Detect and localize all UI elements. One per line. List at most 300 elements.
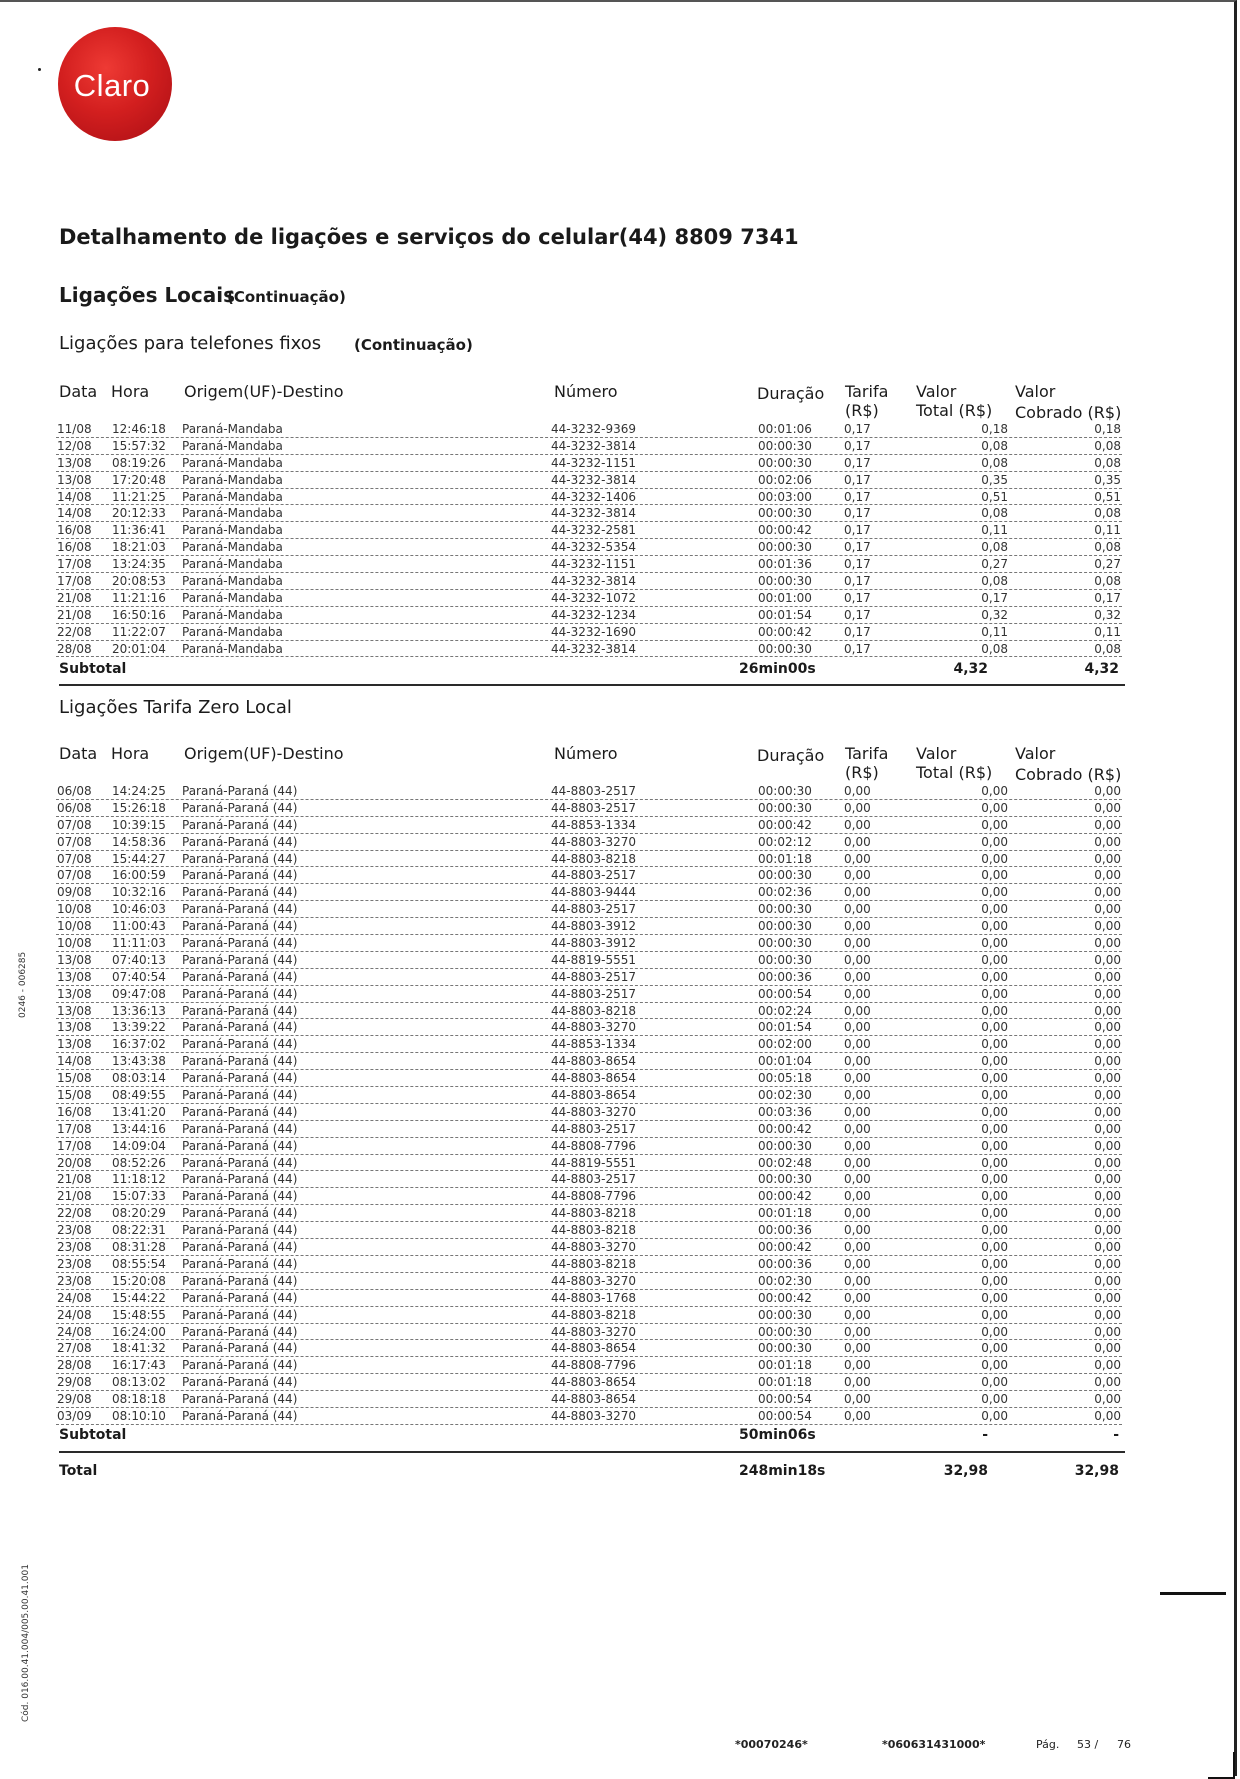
cell-tarifa: 0,00: [844, 902, 871, 917]
cell-origem: Paraná-Paraná (44): [182, 1375, 298, 1390]
cell-valor-total: 0,00: [981, 1189, 1008, 1204]
cell-origem: Paraná-Mandaba: [182, 438, 283, 453]
table-row: [56, 834, 1122, 851]
cell-origem: Paraná-Paraná (44): [182, 1256, 298, 1271]
cell-numero: 44-3232-1234: [551, 607, 637, 622]
cell-tarifa: 0,00: [844, 834, 871, 849]
claro-logo: [58, 27, 172, 141]
cell-valor-cobrado: 0,00: [1094, 1088, 1121, 1103]
table-row: [56, 969, 1122, 986]
cell-duracao: 00:01:18: [758, 851, 812, 866]
table-row: [56, 590, 1122, 607]
cell-hora: 13:24:35: [112, 557, 166, 572]
cell-hora: 11:36:41: [112, 523, 166, 538]
cell-valor-cobrado: 0,00: [1094, 1290, 1121, 1305]
cell-valor-total: 0,00: [981, 1088, 1008, 1103]
cell-valor-total: 0,00: [981, 919, 1008, 934]
cell-valor-cobrado: 0,00: [1094, 1071, 1121, 1086]
cell-valor-total: 0,11: [981, 624, 1008, 639]
cell-valor-cobrado: 0,17: [1094, 590, 1121, 605]
table-row: [56, 455, 1122, 472]
cell-hora: 16:24:00: [112, 1324, 166, 1339]
cell-hora: 18:41:32: [112, 1341, 166, 1356]
cell-origem: Paraná-Paraná (44): [182, 1273, 298, 1288]
cell-origem: Paraná-Paraná (44): [182, 969, 298, 984]
fixos-rows: [56, 421, 1122, 657]
cell-valor-cobrado: 0,00: [1094, 986, 1121, 1001]
cell-duracao: 00:00:36: [758, 969, 812, 984]
cell-origem: Paraná-Paraná (44): [182, 1138, 298, 1153]
cell-valor-total: 0,00: [981, 1104, 1008, 1119]
cell-valor-total: 0,00: [981, 1240, 1008, 1255]
cell-valor-total: 0,00: [981, 1003, 1008, 1018]
table-row: [56, 472, 1122, 489]
cell-origem: Paraná-Paraná (44): [182, 834, 298, 849]
cell-origem: Paraná-Paraná (44): [182, 1290, 298, 1305]
cell-numero: 44-8803-8218: [551, 851, 637, 866]
cell-valor-total: 0,08: [981, 506, 1008, 521]
cell-hora: 10:39:15: [112, 817, 166, 832]
cell-valor-total: 0,00: [981, 1206, 1008, 1221]
cell-tarifa: 0,00: [844, 1206, 871, 1221]
cell-valor-total: 0,32: [981, 607, 1008, 622]
cell-valor-cobrado: 0,00: [1094, 1172, 1121, 1187]
cell-data: 10/08: [57, 936, 92, 951]
cell-duracao: 00:00:42: [758, 1240, 812, 1255]
cell-hora: 08:10:10: [112, 1408, 166, 1423]
cell-origem: Paraná-Paraná (44): [182, 1324, 298, 1339]
cell-valor-total: 0,00: [981, 868, 1008, 883]
cell-hora: 13:43:38: [112, 1054, 166, 1069]
cell-valor-cobrado: 0,00: [1094, 1223, 1121, 1238]
cell-hora: 20:01:04: [112, 641, 166, 656]
cell-data: 17/08: [57, 1121, 92, 1136]
cell-hora: 08:55:54: [112, 1256, 166, 1271]
col-hora: Hora: [111, 744, 150, 763]
cell-origem: Paraná-Paraná (44): [182, 1071, 298, 1086]
cell-data: 13/08: [57, 952, 92, 967]
cell-numero: 44-8803-3270: [551, 1104, 637, 1119]
cell-numero: 44-8803-8218: [551, 1206, 637, 1221]
side-code-upper: 0246 - 006285: [18, 951, 28, 1018]
cell-origem: Paraná-Paraná (44): [182, 919, 298, 934]
cell-data: 07/08: [57, 851, 92, 866]
cell-tarifa: 0,00: [844, 919, 871, 934]
col-duracao: Duração: [757, 384, 825, 403]
cell-data: 14/08: [57, 1054, 92, 1069]
cell-valor-cobrado: 0,11: [1094, 523, 1121, 538]
cell-numero: 44-8803-3270: [551, 1240, 637, 1255]
col-valor-cobrado: Valor Cobrado (R$): [1015, 382, 1122, 422]
table-row: [56, 421, 1122, 438]
fixos-table-header: [59, 382, 1122, 426]
total-valor-total: 32,98: [943, 1463, 988, 1479]
cell-tarifa: 0,00: [844, 1104, 871, 1119]
cell-tarifa: 0,00: [844, 1155, 871, 1170]
cell-data: 22/08: [57, 1206, 92, 1221]
cell-hora: 13:36:13: [112, 1003, 166, 1018]
divider: [59, 1451, 1125, 1453]
cell-valor-total: 0,00: [981, 1324, 1008, 1339]
cell-hora: 08:52:26: [112, 1155, 166, 1170]
cell-numero: 44-8803-8654: [551, 1071, 637, 1086]
table-row: [56, 1324, 1122, 1341]
cell-valor-total: 0,00: [981, 969, 1008, 984]
cell-data: 17/08: [57, 1138, 92, 1153]
cell-valor-cobrado: 0,00: [1094, 1307, 1121, 1322]
cell-hora: 15:44:22: [112, 1290, 166, 1305]
cell-duracao: 00:02:36: [758, 885, 812, 900]
cell-hora: 16:00:59: [112, 868, 166, 883]
cell-duracao: 00:01:00: [758, 590, 812, 605]
cell-tarifa: 0,00: [844, 1189, 871, 1204]
cell-origem: Paraná-Paraná (44): [182, 1104, 298, 1119]
cell-valor-cobrado: 0,00: [1094, 834, 1121, 849]
cell-duracao: 00:00:30: [758, 1341, 812, 1356]
cell-numero: 44-8803-2517: [551, 868, 637, 883]
footer-code-1: *00070246*: [735, 1738, 808, 1751]
cell-duracao: 00:02:30: [758, 1273, 812, 1288]
cell-tarifa: 0,00: [844, 1290, 871, 1305]
cell-tarifa: 0,00: [844, 1088, 871, 1103]
table-row: [56, 1121, 1122, 1138]
cell-duracao: 00:00:42: [758, 523, 812, 538]
cell-numero: 44-8803-2517: [551, 784, 637, 798]
cell-valor-total: 0,17: [981, 590, 1008, 605]
cell-numero: 44-8808-7796: [551, 1358, 637, 1373]
table-row: [56, 800, 1122, 817]
cell-valor-total: 0,27: [981, 557, 1008, 572]
cell-hora: 08:20:29: [112, 1206, 166, 1221]
cell-valor-total: 0,00: [981, 784, 1008, 798]
divider: [59, 684, 1125, 686]
cell-valor-total: 0,00: [981, 1054, 1008, 1069]
cell-valor-total: 0,00: [981, 817, 1008, 832]
cell-tarifa: 0,00: [844, 936, 871, 951]
cell-data: 07/08: [57, 834, 92, 849]
cell-valor-cobrado: 0,00: [1094, 1037, 1121, 1052]
cell-origem: Paraná-Mandaba: [182, 624, 283, 639]
table-row: [56, 1053, 1122, 1070]
cell-valor-total: 0,08: [981, 438, 1008, 453]
table-row: [56, 1171, 1122, 1188]
cell-data: 28/08: [57, 641, 92, 656]
cell-duracao: 00:00:30: [758, 868, 812, 883]
cell-data: 06/08: [57, 800, 92, 815]
cell-hora: 13:44:16: [112, 1121, 166, 1136]
table-row: [56, 556, 1122, 573]
cell-valor-total: 0,00: [981, 1172, 1008, 1187]
cell-tarifa: 0,00: [844, 1358, 871, 1373]
cell-tarifa: 0,00: [844, 1003, 871, 1018]
cell-data: 13/08: [57, 1037, 92, 1052]
cell-tarifa: 0,00: [844, 817, 871, 832]
cell-valor-cobrado: 0,35: [1094, 472, 1121, 487]
cell-numero: 44-3232-1151: [551, 557, 637, 572]
cell-numero: 44-3232-1406: [551, 489, 637, 504]
table-row: [56, 817, 1122, 834]
cell-tarifa: 0,00: [844, 1307, 871, 1322]
cell-duracao: 00:00:30: [758, 438, 812, 453]
logo-text: Claro: [73, 68, 151, 103]
cell-valor-cobrado: 0,00: [1094, 1104, 1121, 1119]
table-row: [56, 1290, 1122, 1307]
cell-valor-cobrado: 0,27: [1094, 557, 1121, 572]
cell-hora: 07:40:13: [112, 952, 166, 967]
cell-hora: 11:21:16: [112, 590, 166, 605]
cell-origem: Paraná-Paraná (44): [182, 1358, 298, 1373]
table-row: [56, 884, 1122, 901]
cell-valor-cobrado: 0,08: [1094, 455, 1121, 470]
cell-origem: Paraná-Mandaba: [182, 540, 283, 555]
cell-numero: 44-8803-1768: [551, 1290, 637, 1305]
table-row: [56, 1256, 1122, 1273]
cell-valor-total: 0,00: [981, 1273, 1008, 1288]
cell-data: 15/08: [57, 1071, 92, 1086]
cell-valor-total: 0,00: [981, 1341, 1008, 1356]
cell-numero: 44-3232-1151: [551, 455, 637, 470]
footer-page-total: 76: [1117, 1738, 1131, 1751]
cell-hora: 11:11:03: [112, 936, 166, 951]
cell-origem: Paraná-Paraná (44): [182, 1172, 298, 1187]
cell-valor-total: 0,00: [981, 851, 1008, 866]
cell-tarifa: 0,00: [844, 784, 871, 798]
cell-hora: 08:49:55: [112, 1088, 166, 1103]
cell-valor-total: 0,00: [981, 1020, 1008, 1035]
cell-data: 21/08: [57, 1189, 92, 1204]
cell-numero: 44-8803-8654: [551, 1375, 637, 1390]
table-row: [56, 1239, 1122, 1256]
cell-valor-total: 0,11: [981, 523, 1008, 538]
cell-tarifa: 0,00: [844, 1020, 871, 1035]
col-valor-cobrado: Valor Cobrado (R$): [1015, 744, 1122, 784]
cell-tarifa: 0,17: [844, 489, 871, 504]
cell-hora: 14:09:04: [112, 1138, 166, 1153]
cell-origem: Paraná-Paraná (44): [182, 986, 298, 1001]
cell-tarifa: 0,17: [844, 540, 871, 555]
cell-duracao: 00:00:30: [758, 902, 812, 917]
col-data: Data: [59, 382, 98, 401]
cell-tarifa: 0,17: [844, 590, 871, 605]
cell-origem: Paraná-Mandaba: [182, 506, 283, 521]
cell-data: 23/08: [57, 1240, 92, 1255]
cell-valor-total: 0,08: [981, 641, 1008, 656]
col-duracao: Duração: [757, 746, 825, 765]
table-row: [56, 1357, 1122, 1374]
cell-duracao: 00:01:06: [758, 422, 812, 436]
cell-origem: Paraná-Paraná (44): [182, 868, 298, 883]
cell-hora: 13:39:22: [112, 1020, 166, 1035]
cell-valor-cobrado: 0,00: [1094, 919, 1121, 934]
table-row: [56, 505, 1122, 522]
cell-data: 11/08: [57, 422, 92, 436]
cell-duracao: 00:00:30: [758, 506, 812, 521]
cell-hora: 15:48:55: [112, 1307, 166, 1322]
cell-valor-total: 0,00: [981, 902, 1008, 917]
cell-tarifa: 0,17: [844, 523, 871, 538]
cell-duracao: 00:00:30: [758, 800, 812, 815]
table-row: [56, 1340, 1122, 1357]
table-row: [56, 1273, 1122, 1290]
side-code-lower: Cód. 016.00.41.004/005.00.41.001: [21, 1564, 31, 1722]
cell-origem: Paraná-Mandaba: [182, 590, 283, 605]
total-duracao: 248min18s: [739, 1463, 826, 1479]
subtotal-valor-total: 4,32: [953, 661, 988, 677]
cell-hora: 11:21:25: [112, 489, 166, 504]
cell-numero: 44-8803-3270: [551, 1020, 637, 1035]
cell-numero: 44-8803-8654: [551, 1088, 637, 1103]
cell-duracao: 00:01:18: [758, 1358, 812, 1373]
table-row: [56, 1019, 1122, 1036]
cell-data: 21/08: [57, 1172, 92, 1187]
cell-numero: 44-8808-7796: [551, 1138, 637, 1153]
table-row: [56, 901, 1122, 918]
cell-tarifa: 0,17: [844, 422, 871, 436]
table-row: [56, 1391, 1122, 1408]
cell-hora: 10:32:16: [112, 885, 166, 900]
section-note: (Continuação): [227, 288, 346, 306]
cell-valor-cobrado: 0,00: [1094, 1408, 1121, 1423]
cell-origem: Paraná-Mandaba: [182, 455, 283, 470]
cell-duracao: 00:02:30: [758, 1088, 812, 1103]
footer-page-number: 53 /: [1077, 1738, 1099, 1751]
table-row: [56, 1188, 1122, 1205]
page-title: Detalhamento de ligações e serviços do celular(44) 8809 7341: [59, 225, 799, 249]
cell-numero: 44-8803-8218: [551, 1256, 637, 1271]
cell-origem: Paraná-Paraná (44): [182, 936, 298, 951]
cell-numero: 44-8803-9444: [551, 885, 637, 900]
cell-duracao: 00:02:00: [758, 1037, 812, 1052]
subtotal-duracao: 50min06s: [739, 1427, 816, 1443]
cell-origem: Paraná-Paraná (44): [182, 1054, 298, 1069]
cell-numero: 44-3232-3814: [551, 641, 637, 656]
cell-data: 03/09: [57, 1408, 92, 1423]
cell-numero: 44-3232-3814: [551, 574, 637, 589]
cell-data: 16/08: [57, 1104, 92, 1119]
section-title: Ligações Locais: [59, 283, 236, 307]
cell-valor-cobrado: 0,00: [1094, 851, 1121, 866]
cell-hora: 08:19:26: [112, 455, 166, 470]
tarifa-zero-subtotal: [59, 1427, 1119, 1445]
cell-numero: 44-8803-3270: [551, 1408, 637, 1423]
col-numero: Número: [554, 744, 618, 763]
table-row: [56, 952, 1122, 969]
cell-tarifa: 0,00: [844, 851, 871, 866]
cell-numero: 44-8803-2517: [551, 986, 637, 1001]
cell-tarifa: 0,00: [844, 986, 871, 1001]
cell-duracao: 00:01:54: [758, 1020, 812, 1035]
cell-origem: Paraná-Paraná (44): [182, 1003, 298, 1018]
table-row: [56, 522, 1122, 539]
cell-duracao: 00:02:12: [758, 834, 812, 849]
cell-hora: 15:44:27: [112, 851, 166, 866]
cell-duracao: 00:00:36: [758, 1256, 812, 1271]
cell-valor-cobrado: 0,32: [1094, 607, 1121, 622]
cell-duracao: 00:00:30: [758, 574, 812, 589]
cell-data: 13/08: [57, 1003, 92, 1018]
cell-valor-total: 0,00: [981, 1358, 1008, 1373]
cell-duracao: 00:00:30: [758, 455, 812, 470]
cell-data: 14/08: [57, 489, 92, 504]
cell-numero: 44-8803-2517: [551, 1172, 637, 1187]
cell-numero: 44-8819-5551: [551, 952, 637, 967]
cell-tarifa: 0,17: [844, 472, 871, 487]
cell-numero: 44-3232-5354: [551, 540, 637, 555]
cell-tarifa: 0,17: [844, 455, 871, 470]
subtotal-valor-cobrado: 4,32: [1084, 661, 1119, 677]
cell-duracao: 00:02:06: [758, 472, 812, 487]
cell-hora: 16:50:16: [112, 607, 166, 622]
cell-data: 13/08: [57, 969, 92, 984]
cell-duracao: 00:03:00: [758, 489, 812, 504]
cell-valor-total: 0,08: [981, 540, 1008, 555]
cell-duracao: 00:00:42: [758, 1121, 812, 1136]
cell-tarifa: 0,00: [844, 1037, 871, 1052]
cell-origem: Paraná-Mandaba: [182, 472, 283, 487]
cell-numero: 44-8803-8218: [551, 1223, 637, 1238]
corner-mark: [1208, 1752, 1235, 1779]
cell-numero: 44-8803-2517: [551, 1121, 637, 1136]
subtotal-valor-total: -: [982, 1427, 988, 1443]
cell-numero: 44-8808-7796: [551, 1189, 637, 1204]
cell-data: 29/08: [57, 1392, 92, 1407]
cell-data: 28/08: [57, 1358, 92, 1373]
cell-duracao: 00:01:04: [758, 1054, 812, 1069]
cell-numero: 44-3232-3814: [551, 472, 637, 487]
cell-duracao: 00:00:30: [758, 1324, 812, 1339]
cell-origem: Paraná-Paraná (44): [182, 1392, 298, 1407]
col-valor-total: Valor Total (R$): [916, 382, 993, 420]
cell-tarifa: 0,17: [844, 557, 871, 572]
cell-valor-total: 0,00: [981, 1392, 1008, 1407]
cell-data: 21/08: [57, 590, 92, 605]
cell-valor-cobrado: 0,00: [1094, 817, 1121, 832]
col-tarifa: Tarifa (R$): [845, 382, 889, 420]
table-row: [56, 607, 1122, 624]
cell-data: 14/08: [57, 506, 92, 521]
cell-valor-total: 0,00: [981, 1223, 1008, 1238]
col-data: Data: [59, 744, 98, 763]
cell-data: 23/08: [57, 1273, 92, 1288]
cell-data: 07/08: [57, 817, 92, 832]
grand-total: [59, 1463, 1119, 1481]
cell-duracao: 00:05:18: [758, 1071, 812, 1086]
dot-mark: [38, 68, 41, 71]
cell-numero: 44-8819-5551: [551, 1155, 637, 1170]
cell-duracao: 00:00:42: [758, 817, 812, 832]
cell-duracao: 00:00:30: [758, 919, 812, 934]
cell-duracao: 00:00:42: [758, 624, 812, 639]
cell-data: 16/08: [57, 540, 92, 555]
cell-data: 24/08: [57, 1324, 92, 1339]
cell-numero: 44-8853-1334: [551, 1037, 637, 1052]
tarifa-zero-title: Ligações Tarifa Zero Local: [59, 697, 292, 718]
cell-duracao: 00:00:42: [758, 1189, 812, 1204]
cell-data: 06/08: [57, 784, 92, 798]
cell-tarifa: 0,00: [844, 800, 871, 815]
cell-data: 21/08: [57, 607, 92, 622]
col-tarifa: Tarifa (R$): [845, 744, 889, 782]
table-row: [56, 489, 1122, 506]
table-row: [56, 438, 1122, 455]
table-row: [56, 1222, 1122, 1239]
cell-duracao: 00:00:54: [758, 1392, 812, 1407]
cell-origem: Paraná-Mandaba: [182, 607, 283, 622]
cell-duracao: 00:00:30: [758, 936, 812, 951]
cell-valor-cobrado: 0,00: [1094, 1375, 1121, 1390]
cell-valor-total: 0,00: [981, 986, 1008, 1001]
cell-duracao: 00:00:30: [758, 1307, 812, 1322]
